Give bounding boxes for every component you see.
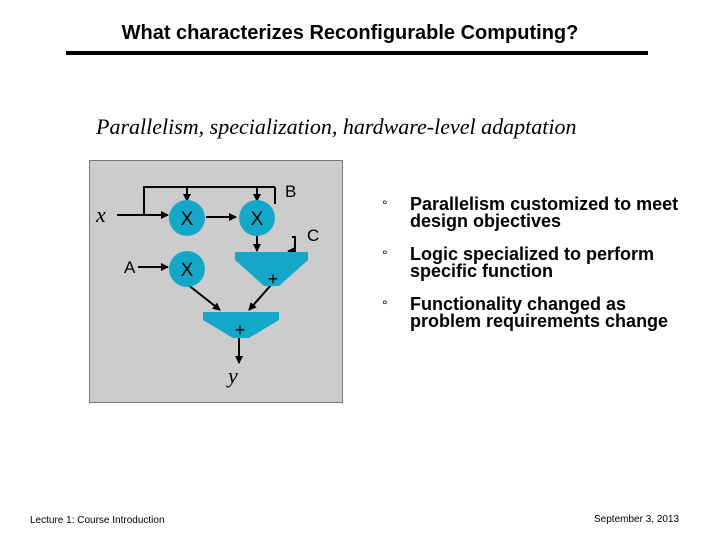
- bullet-item: [382, 196, 682, 230]
- bullet-text: Functionality changed as problem requirements change: [410, 294, 669, 331]
- slide-subtitle: Parallelism, specialization, hardware-level adaptation: [96, 114, 577, 139]
- bullet-text: Logic specialized to perform specific function: [410, 244, 655, 281]
- bullet-item: [382, 296, 682, 330]
- bullet-item: [382, 246, 682, 280]
- label-b: B: [285, 182, 297, 201]
- output-y-label: y: [228, 363, 238, 388]
- label-c: C: [307, 226, 320, 245]
- bullet-marker: °: [382, 247, 388, 263]
- adder-2-symbol: +: [234, 320, 246, 340]
- adder-1-symbol: +: [267, 269, 279, 289]
- input-x-label: x: [96, 202, 106, 227]
- bullet-text: Parallelism customized to meet design objectives: [410, 194, 679, 231]
- multiplier-2-symbol: X: [250, 209, 264, 230]
- bullet-marker: °: [382, 197, 388, 213]
- multiplier-1-symbol: X: [180, 209, 194, 230]
- diagram-background: [90, 161, 343, 403]
- dataflow-diagram: [89, 160, 343, 403]
- bullet-list: [382, 196, 682, 346]
- multiplier-3-symbol: X: [180, 260, 194, 281]
- label-a: A: [124, 258, 136, 277]
- slide-title: What characterizes Reconfigurable Computing?: [121, 22, 579, 44]
- title-underline: [66, 51, 648, 55]
- footer-lecture: Lecture 1: Course Introduction: [30, 515, 165, 526]
- footer-date: September 3, 2013: [594, 514, 680, 525]
- bullet-marker: °: [382, 297, 388, 313]
